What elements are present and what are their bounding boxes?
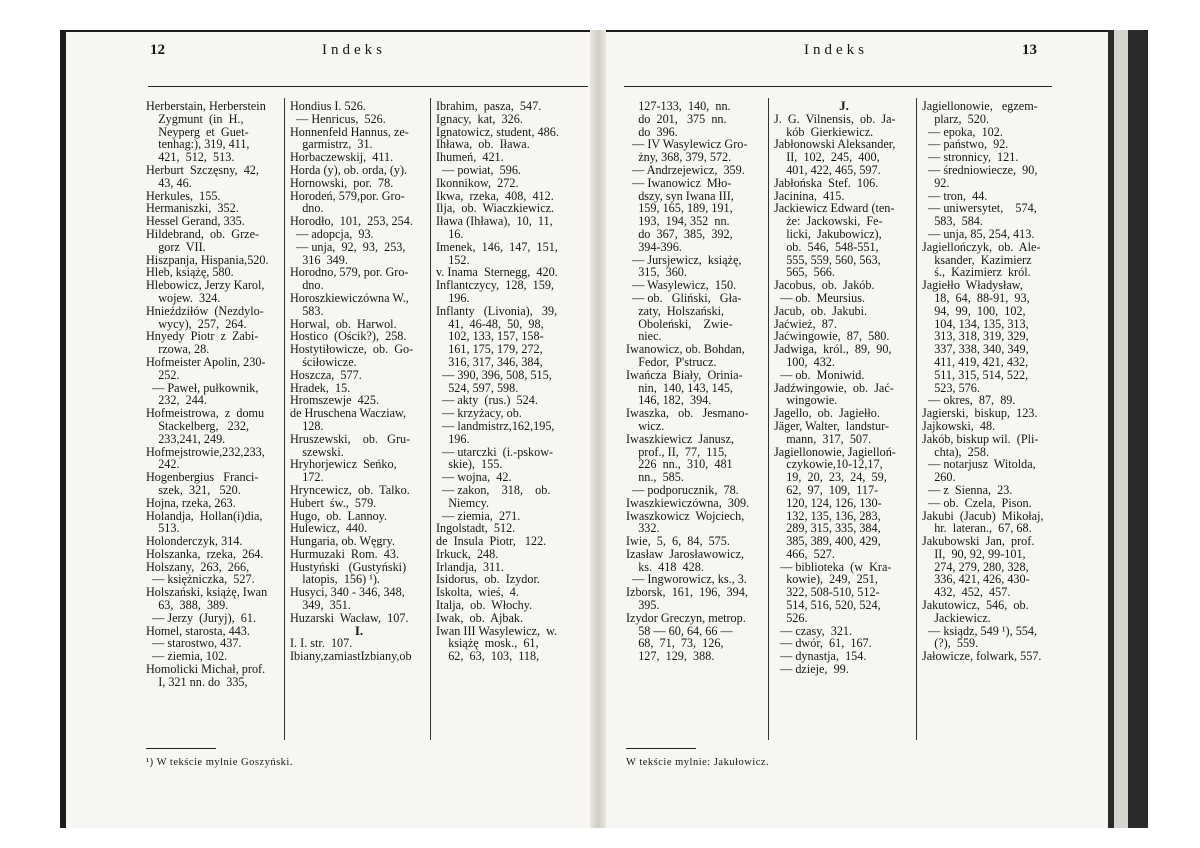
- index-entry: Irkuck, 248.: [436, 546, 499, 561]
- index-entry: Jagierski, biskup, 123.: [922, 406, 1038, 421]
- column-divider: [916, 98, 917, 740]
- index-entry: hr. lateran., 67, 68.: [922, 521, 1032, 536]
- index-entry: wingowie.: [774, 393, 838, 408]
- index-entry: — biblioteka (w Kra-: [774, 559, 892, 574]
- index-entry: Jadwiga, król., 89, 90,: [774, 342, 892, 357]
- index-entry: Iwak, ob. Ajbak.: [436, 610, 523, 625]
- right-footnote-text: W tekście mylnie: Jakułowicz.: [626, 757, 770, 768]
- index-entry: książę mosk., 61,: [436, 636, 539, 651]
- index-entry: 58 — 60, 64, 66 —: [626, 623, 733, 638]
- index-entry: Jakubi (Jacub) Mikołaj,: [922, 508, 1044, 523]
- index-entry: Hondius I. 526.: [290, 99, 366, 113]
- index-entry: 385, 389, 400, 429,: [774, 534, 881, 549]
- index-entry: II, 90, 92, 99-101,: [922, 546, 1026, 561]
- index-entry: 313, 318, 319, 329,: [922, 329, 1029, 344]
- left-column-2: [290, 100, 428, 663]
- index-entry: szewski.: [290, 444, 344, 459]
- right-footnote: [626, 748, 769, 768]
- index-entry: Jabłonowski Aleksander,: [774, 137, 896, 152]
- index-entry: Hugo, ob. Lannoy.: [290, 508, 388, 523]
- index-entry: Zygmunt (in H.,: [146, 111, 244, 126]
- index-entry: de Hruschena Wacziaw,: [290, 406, 407, 421]
- index-entry: Jabłońska Stef. 106.: [774, 175, 879, 190]
- index-entry: ksander, Kazimierz: [922, 252, 1032, 267]
- left-footnote: [146, 748, 293, 768]
- index-entry: Ikwa, rzeka, 408, 412.: [436, 188, 554, 203]
- index-entry: — ob. Meursius.: [774, 290, 866, 305]
- index-entry: Hubert św., 579.: [290, 495, 377, 510]
- left-page-number: 12: [150, 42, 165, 58]
- index-entry: Niemcy.: [436, 495, 490, 510]
- index-entry: 104, 134, 135, 313,: [922, 316, 1029, 331]
- index-entry: Isidorus, ob. Izydor.: [436, 572, 540, 587]
- index-entry: Oboleński, Zwie-: [626, 316, 733, 331]
- index-entry: Jaćwież, 87.: [774, 316, 837, 331]
- index-entry: — dzieje, 99.: [774, 662, 849, 677]
- index-entry: dszy, syn Iwana III,: [626, 188, 734, 203]
- index-entry: Hlebowicz, Jerzy Karol,: [146, 278, 265, 293]
- index-entry: Hleb, książę, 580.: [146, 265, 234, 280]
- index-entry: — dwór, 61, 167.: [774, 636, 872, 651]
- index-entry: Jacobus, ob. Jakób.: [774, 278, 875, 293]
- index-entry: — Ingworowicz, ks., 3.: [626, 572, 747, 587]
- index-entry: Hulewicz, 440.: [290, 521, 368, 536]
- index-entry: mann, 317, 507.: [774, 431, 872, 446]
- index-entry: ks. 418 428.: [626, 559, 704, 574]
- index-entry: ściłowicze.: [290, 354, 357, 369]
- index-entry: Iwaszka, ob. Jesmano-: [626, 406, 749, 421]
- index-entry: Jakubowski Jan, prof.: [922, 534, 1035, 549]
- index-entry: plarz, 520.: [922, 111, 990, 126]
- index-entry: Jagello, ob. Jagiełło.: [774, 406, 880, 421]
- index-entry: — Iwanowicz Mło-: [626, 175, 732, 190]
- index-entry: Iwaszkiewicz Janusz,: [626, 431, 734, 446]
- index-entry: wycy), 257, 264.: [146, 316, 247, 331]
- index-entry: Hryhorjewicz Seńko,: [290, 457, 397, 472]
- index-entry: Holonderczyk, 314.: [146, 534, 243, 549]
- index-entry: — Wasylewicz, 150.: [626, 278, 737, 293]
- index-entry: — unja, 85, 254, 413.: [922, 226, 1035, 241]
- index-entry: latopis, 156) ¹).: [290, 572, 380, 587]
- index-entry: 127-133, 140, nn.: [626, 99, 731, 113]
- index-entry: niec.: [626, 329, 662, 344]
- index-entry: Horbaczewskij, 411.: [290, 150, 394, 165]
- index-entry: Jacinina, 415.: [774, 188, 845, 203]
- index-entry: Jacub, ob. Jakubi.: [774, 303, 868, 318]
- index-entry: Jagiellonowie, egzem-: [922, 99, 1038, 113]
- index-entry: 62, 97, 109, 117-: [774, 482, 879, 497]
- index-entry: 322, 508-510, 512-: [774, 585, 880, 600]
- index-entry: Jackiewicz Edward (ten-: [774, 201, 895, 216]
- index-entry: 128.: [290, 418, 324, 433]
- page-edge: [1108, 30, 1148, 828]
- index-entry: — stronnicy, 121.: [922, 150, 1019, 165]
- index-entry: 94, 99, 100, 102,: [922, 303, 1026, 318]
- index-entry: 252.: [146, 367, 180, 382]
- index-entry: — wojna, 42.: [436, 470, 512, 485]
- index-entry: Hessel Gerand, 335.: [146, 214, 245, 229]
- index-entry: 336, 421, 426, 430-: [922, 572, 1030, 587]
- index-entry: 289, 315, 335, 384,: [774, 521, 881, 536]
- index-entry: 511, 315, 514, 522,: [922, 367, 1029, 382]
- index-entry: 242.: [146, 457, 180, 472]
- index-entry: 565, 566.: [774, 265, 835, 280]
- index-entry: Jäger, Walter, landstur-: [774, 418, 890, 433]
- index-entry: 132, 135, 136, 283,: [774, 508, 881, 523]
- index-entry: — Jerzy (Juryj), 61.: [146, 610, 257, 625]
- index-entry: — tron, 44.: [922, 188, 988, 203]
- index-entry: (?), 559.: [922, 636, 979, 651]
- index-entry: Husyci, 340 - 346, 348,: [290, 585, 405, 600]
- index-entry: 513.: [146, 521, 180, 536]
- index-entry: 146, 182, 394.: [626, 393, 712, 408]
- index-entry: Iwaszkiewiczówna, 309.: [626, 495, 750, 510]
- index-entry: Hildebrand, ob. Grze-: [146, 226, 260, 241]
- index-entry: 401, 422, 465, 597.: [774, 162, 881, 177]
- index-entry: żny, 368, 379, 572.: [626, 150, 732, 165]
- index-entry: wicz.: [626, 418, 665, 433]
- index-entry: — krzyżacy, ob.: [436, 406, 522, 421]
- index-entry: — średniowiecze, 90,: [922, 162, 1038, 177]
- index-entry: Jakutowicz, 546, ob.: [922, 598, 1029, 613]
- index-entry: Hogenbergius Franci-: [146, 470, 259, 485]
- index-entry: Iwan III Wasylewicz, w.: [436, 623, 558, 638]
- index-entry: 514, 516, 520, 524,: [774, 598, 881, 613]
- index-entry: — uniwersytet, 574,: [922, 201, 1037, 216]
- index-entry: Hnyedy Piotr z Zabi-: [146, 329, 259, 344]
- index-entry: 523, 576.: [922, 380, 980, 395]
- index-entry: zaty, Holszański,: [626, 303, 725, 318]
- index-entry: 152.: [436, 252, 470, 267]
- index-entry: II, 102, 245, 400,: [774, 150, 880, 165]
- index-entry: — księżniczka, 527.: [146, 572, 255, 587]
- index-entry: 63, 388, 389.: [146, 598, 229, 613]
- left-header-rule: [148, 86, 588, 87]
- index-entry: Ibrahim, pasza, 547.: [436, 99, 542, 113]
- index-entry: — ob. Czela, Pison.: [922, 495, 1032, 510]
- index-entry: Hostico (Ościk?), 258.: [290, 329, 407, 344]
- index-entry: dno.: [290, 201, 324, 216]
- index-entry: Izasław Jarosławowicz,: [626, 546, 745, 561]
- index-entry: Holszanka, rzeka, 264.: [146, 546, 264, 561]
- index-entry: — z Sienna, 23.: [922, 482, 1013, 497]
- index-entry: Hojna, rzeka, 263.: [146, 495, 236, 510]
- index-entry: Ikonnikow, 272.: [436, 175, 519, 190]
- index-entry: 19, 20, 23, 24, 59,: [774, 470, 887, 485]
- index-entry: Ihława, ob. Iława.: [436, 137, 530, 152]
- index-entry: Hryncewicz, ob. Talko.: [290, 482, 410, 497]
- column-divider: [430, 98, 431, 740]
- index-entry: I. I. str. 107.: [290, 636, 353, 651]
- section-letter: I.: [354, 622, 364, 638]
- index-entry: Jakób, biskup wil. (Pli-: [922, 431, 1039, 446]
- left-footnote-text: ¹) W tekście mylnie Goszyński.: [146, 757, 293, 768]
- index-entry: Horwal, ob. Harwol.: [290, 316, 397, 331]
- index-entry: 411, 419, 421, 432,: [922, 354, 1029, 369]
- index-entry: — Henricus, 526.: [290, 111, 386, 126]
- section-letter: J.: [839, 98, 849, 113]
- index-entry: Huzarski Wacław, 107.: [290, 610, 409, 625]
- left-page-header: [150, 42, 590, 64]
- index-entry: 315, 360.: [626, 265, 687, 280]
- index-entry: Jackiewicz.: [922, 610, 991, 625]
- book-gutter: [590, 30, 606, 828]
- index-entry: 583, 584.: [922, 214, 983, 229]
- index-entry: Hungaria, ob. Węgry.: [290, 534, 395, 549]
- index-entry: I, 321 nn. do 335,: [146, 674, 248, 689]
- index-entry: nn., 585.: [626, 470, 684, 485]
- index-entry: dno.: [290, 278, 324, 293]
- index-entry: 337, 338, 340, 349,: [922, 342, 1029, 357]
- index-entry: Iskolta, wieś, 4.: [436, 585, 519, 600]
- index-entry: Hruszewski, ob. Gru-: [290, 431, 411, 446]
- index-entry: Inflantczycy, 128, 159,: [436, 278, 555, 293]
- index-entry: — okres, 87, 89.: [922, 393, 1016, 408]
- index-entry: 159, 165, 189, 191,: [626, 201, 733, 216]
- index-entry: 555, 559, 560, 563,: [774, 252, 881, 267]
- index-entry: 316, 317, 346, 384,: [436, 354, 543, 369]
- index-entry: Stackelberg, 232,: [146, 418, 250, 433]
- column-divider: [284, 98, 285, 740]
- right-page-header: [624, 42, 1044, 64]
- index-entry: 196.: [436, 290, 470, 305]
- index-entry: Jagiellonowie, Jagielloń-: [774, 444, 896, 459]
- index-entry: Ignacy, kat, 326.: [436, 111, 523, 126]
- index-entry: gorz VII.: [146, 239, 206, 254]
- index-entry: Herkules, 155.: [146, 188, 221, 203]
- index-entry: Hiszpanja, Hispania,520.: [146, 252, 269, 267]
- right-header-rule: [624, 86, 1052, 87]
- index-entry: Imenek, 146, 147, 151,: [436, 239, 558, 254]
- index-entry: 226 nn., 310, 481: [626, 457, 733, 472]
- index-entry: Fedor, P'strucz.: [626, 354, 717, 369]
- index-entry: — starostwo, 437.: [146, 636, 242, 651]
- index-entry: Homolicki Michał, prof.: [146, 662, 266, 677]
- index-entry: 395.: [626, 598, 660, 613]
- index-entry: 421, 512, 513.: [146, 150, 235, 165]
- index-entry: — państwo, 92.: [922, 137, 1009, 152]
- index-entry: 68, 71, 73, 126,: [626, 636, 724, 651]
- index-entry: licki, Jakubowicz),: [774, 226, 882, 241]
- index-entry: do 396.: [626, 124, 678, 139]
- index-entry: Iwaszkowicz Wojciech,: [626, 508, 745, 523]
- index-entry: 274, 279, 280, 328,: [922, 559, 1029, 574]
- index-entry: 127, 129, 388.: [626, 649, 715, 664]
- index-entry: de Insula Piotr, 122.: [436, 534, 547, 549]
- right-column-1: [626, 100, 766, 663]
- index-entry: szek, 321, 520.: [146, 482, 241, 497]
- index-entry: — landmistrz,162,195,: [436, 418, 555, 433]
- index-entry: Jagiełło Władysław,: [922, 278, 1023, 293]
- index-entry: 524, 597, 598.: [436, 380, 519, 395]
- index-entry: Honnenfeld Hannus, ze-: [290, 124, 409, 139]
- index-entry: 260.: [922, 470, 956, 485]
- index-entry: 526.: [774, 610, 808, 625]
- index-entry: do 367, 385, 392,: [626, 226, 733, 241]
- index-entry: — powiat, 596.: [436, 162, 521, 177]
- right-column-3: [922, 100, 1058, 663]
- index-entry: — akty (rus.) 524.: [436, 393, 538, 408]
- index-entry: — podporucznik, 78.: [626, 482, 739, 497]
- index-entry: Izborsk, 161, 196, 394,: [626, 585, 748, 600]
- index-entry: Jadźwingowie, ob. Jać-: [774, 380, 894, 395]
- index-entry: 43, 46.: [146, 175, 192, 190]
- left-column-1: [146, 100, 284, 689]
- index-entry: 432, 452, 457.: [922, 585, 1011, 600]
- index-entry: 92.: [922, 175, 950, 190]
- index-entry: 394-396.: [626, 239, 682, 254]
- index-entry: Hustyński (Gustyński): [290, 559, 407, 574]
- index-entry: Iwie, 5, 6, 84, 575.: [626, 534, 730, 549]
- index-entry: czykowie,10-12,17,: [774, 457, 883, 472]
- index-entry: — 390, 396, 508, 515,: [436, 367, 552, 382]
- index-entry: Hoszcza, 577.: [290, 367, 362, 382]
- index-entry: 193, 194, 352 nn.: [626, 214, 730, 229]
- index-entry: 172.: [290, 470, 324, 485]
- index-entry: Irlandja, 311.: [436, 559, 504, 574]
- index-entry: chta), 258.: [922, 444, 990, 459]
- index-entry: Jałowicze, folwark, 557.: [922, 649, 1042, 664]
- index-entry: Horodeń, 579,por. Gro-: [290, 188, 405, 203]
- index-entry: Horodło, 101, 253, 254.: [290, 214, 413, 229]
- index-entry: Hofmeister Apolin, 230-: [146, 354, 266, 369]
- index-entry: Iwanowicz, ob. Bohdan,: [626, 342, 745, 357]
- index-entry: ob. 546, 548-551,: [774, 239, 879, 254]
- index-entry: — Jursjewicz, książę,: [626, 252, 742, 267]
- index-entry: Horoszkiewiczówna W.,: [290, 290, 409, 305]
- index-entry: 583.: [290, 303, 324, 318]
- index-entry: wojew. 324.: [146, 290, 221, 305]
- column-divider: [768, 98, 769, 740]
- index-entry: Hostytiłowicze, ob. Go-: [290, 342, 414, 357]
- index-entry: 232, 244.: [146, 393, 207, 408]
- index-entry: do 201, 375 nn.: [626, 111, 727, 126]
- index-entry: Inflanty (Livonia), 39,: [436, 303, 558, 318]
- index-entry: Horodno, 579, por. Gro-: [290, 265, 409, 280]
- index-entry: — epoka, 102.: [922, 124, 1003, 139]
- index-entry: Hradek, 15.: [290, 380, 351, 395]
- index-entry: 120, 124, 126, 130-: [774, 495, 882, 510]
- index-entry: prof., II, 77, 115,: [626, 444, 728, 459]
- index-entry: Hnieździłów (Nezdylo-: [146, 303, 264, 318]
- index-entry: 18, 64, 88-91, 93,: [922, 290, 1030, 305]
- left-page-title: Indeks: [322, 42, 386, 58]
- index-entry: — ziemia, 102.: [146, 649, 228, 664]
- index-entry: 316 349.: [290, 252, 348, 267]
- index-entry: — Andrzejewicz, 359.: [626, 162, 745, 177]
- index-entry: Hermaniszki, 352.: [146, 201, 239, 216]
- index-entry: garmistrz, 31.: [290, 137, 373, 152]
- index-entry: Holszany, 263, 266,: [146, 559, 250, 574]
- index-entry: — ksiądz, 549 ¹), 554,: [922, 623, 1038, 638]
- index-entry: Hofmejstrowie,232,233,: [146, 444, 265, 459]
- index-entry: — IV Wasylewicz Gro-: [626, 137, 748, 152]
- index-entry: Hofmeistrowa, z domu: [146, 406, 265, 421]
- index-entry: skie), 155.: [436, 457, 503, 472]
- index-entry: — Paweł, pułkownik,: [146, 380, 259, 395]
- index-entry: — ziemia, 271.: [436, 508, 521, 523]
- index-entry: 16.: [436, 226, 464, 241]
- index-entry: Hromszewje 425.: [290, 393, 380, 408]
- index-entry: — ob. Moniwid.: [774, 367, 865, 382]
- index-entry: 233,241, 249.: [146, 431, 226, 446]
- index-entry: — dynastja, 154.: [774, 649, 867, 664]
- index-entry: — czasy, 321.: [774, 623, 853, 638]
- index-entry: 102, 133, 157, 158-: [436, 329, 544, 344]
- index-entry: Horda (y), ob. orda, (y).: [290, 162, 408, 177]
- index-entry: Holandja, Hollan(i)dia,: [146, 508, 263, 523]
- index-entry: Jagiellończyk, ob. Ale-: [922, 239, 1041, 254]
- index-entry: Iwańcza Biały, Orinia-: [626, 367, 743, 382]
- index-entry: Jaćwingowie, 87, 580.: [774, 329, 890, 344]
- index-entry: że: Jackowski, Fe-: [774, 214, 883, 229]
- index-entry: nin, 140, 143, 145,: [626, 380, 733, 395]
- index-entry: Ibiany,zamiastIzbiany,ob: [290, 649, 412, 664]
- index-entry: Herburt Szczęsny, 42,: [146, 162, 259, 177]
- index-entry: 100, 432.: [774, 354, 835, 369]
- index-entry: Homel, starosta, 443.: [146, 623, 250, 638]
- index-entry: 332.: [626, 521, 660, 536]
- index-entry: Jajkowski, 48.: [922, 418, 996, 433]
- index-entry: — ob. Gliński, Gła-: [626, 290, 742, 305]
- index-entry: Ignatowicz, student, 486.: [436, 124, 559, 139]
- index-entry: rzowa, 28.: [146, 342, 210, 357]
- right-column-2: [774, 100, 914, 676]
- index-entry: Ingolstadt, 512.: [436, 521, 516, 536]
- index-entry: Ihumeń, 421.: [436, 150, 504, 165]
- index-entry: 466, 527.: [774, 546, 835, 561]
- index-entry: Neyperg et Guet-: [146, 124, 249, 139]
- index-entry: Hornowski, por. 78.: [290, 175, 394, 190]
- index-entry: Herberstain, Herberstein: [146, 99, 266, 113]
- index-entry: 161, 175, 179, 272,: [436, 342, 543, 357]
- index-entry: kowie), 249, 251,: [774, 572, 878, 587]
- right-page-title: Indeks: [804, 42, 868, 58]
- index-entry: tenhag:), 319, 411,: [146, 137, 250, 152]
- index-entry: J. G. Vilnensis, ob. Ja-: [774, 111, 896, 126]
- index-entry: Italja, ob. Włochy.: [436, 598, 533, 613]
- index-entry: 196.: [436, 431, 470, 446]
- left-column-3: [436, 100, 584, 663]
- index-entry: — utarczki (i.-pskow-: [436, 444, 554, 459]
- index-entry: — notarjusz Witolda,: [922, 457, 1036, 472]
- index-entry: — unja, 92, 93, 253,: [290, 239, 406, 254]
- index-entry: 41, 46-48, 50, 98,: [436, 316, 544, 331]
- index-entry: 349, 351.: [290, 598, 351, 613]
- index-entry: — adopcja, 93.: [290, 226, 374, 241]
- index-entry: — zakon, 318, ob.: [436, 482, 551, 497]
- index-entry: Iława (Ihława), 10, 11,: [436, 214, 553, 229]
- index-entry: Hurmuzaki Rom. 43.: [290, 546, 399, 561]
- index-entry: kób Gierkiewicz.: [774, 124, 874, 139]
- index-entry: ś., Kazimierz król.: [922, 265, 1031, 280]
- index-entry: Holszański, książę, Iwan: [146, 585, 268, 600]
- index-entry: 62, 63, 103, 118,: [436, 649, 540, 664]
- index-entry: Izydor Greczyn, metrop.: [626, 610, 746, 625]
- right-page-number: 13: [1022, 42, 1037, 58]
- index-entry: Ilja, ob. Wiaczkiewicz.: [436, 201, 555, 216]
- index-entry: v. Inama Sternegg, 420.: [436, 265, 558, 280]
